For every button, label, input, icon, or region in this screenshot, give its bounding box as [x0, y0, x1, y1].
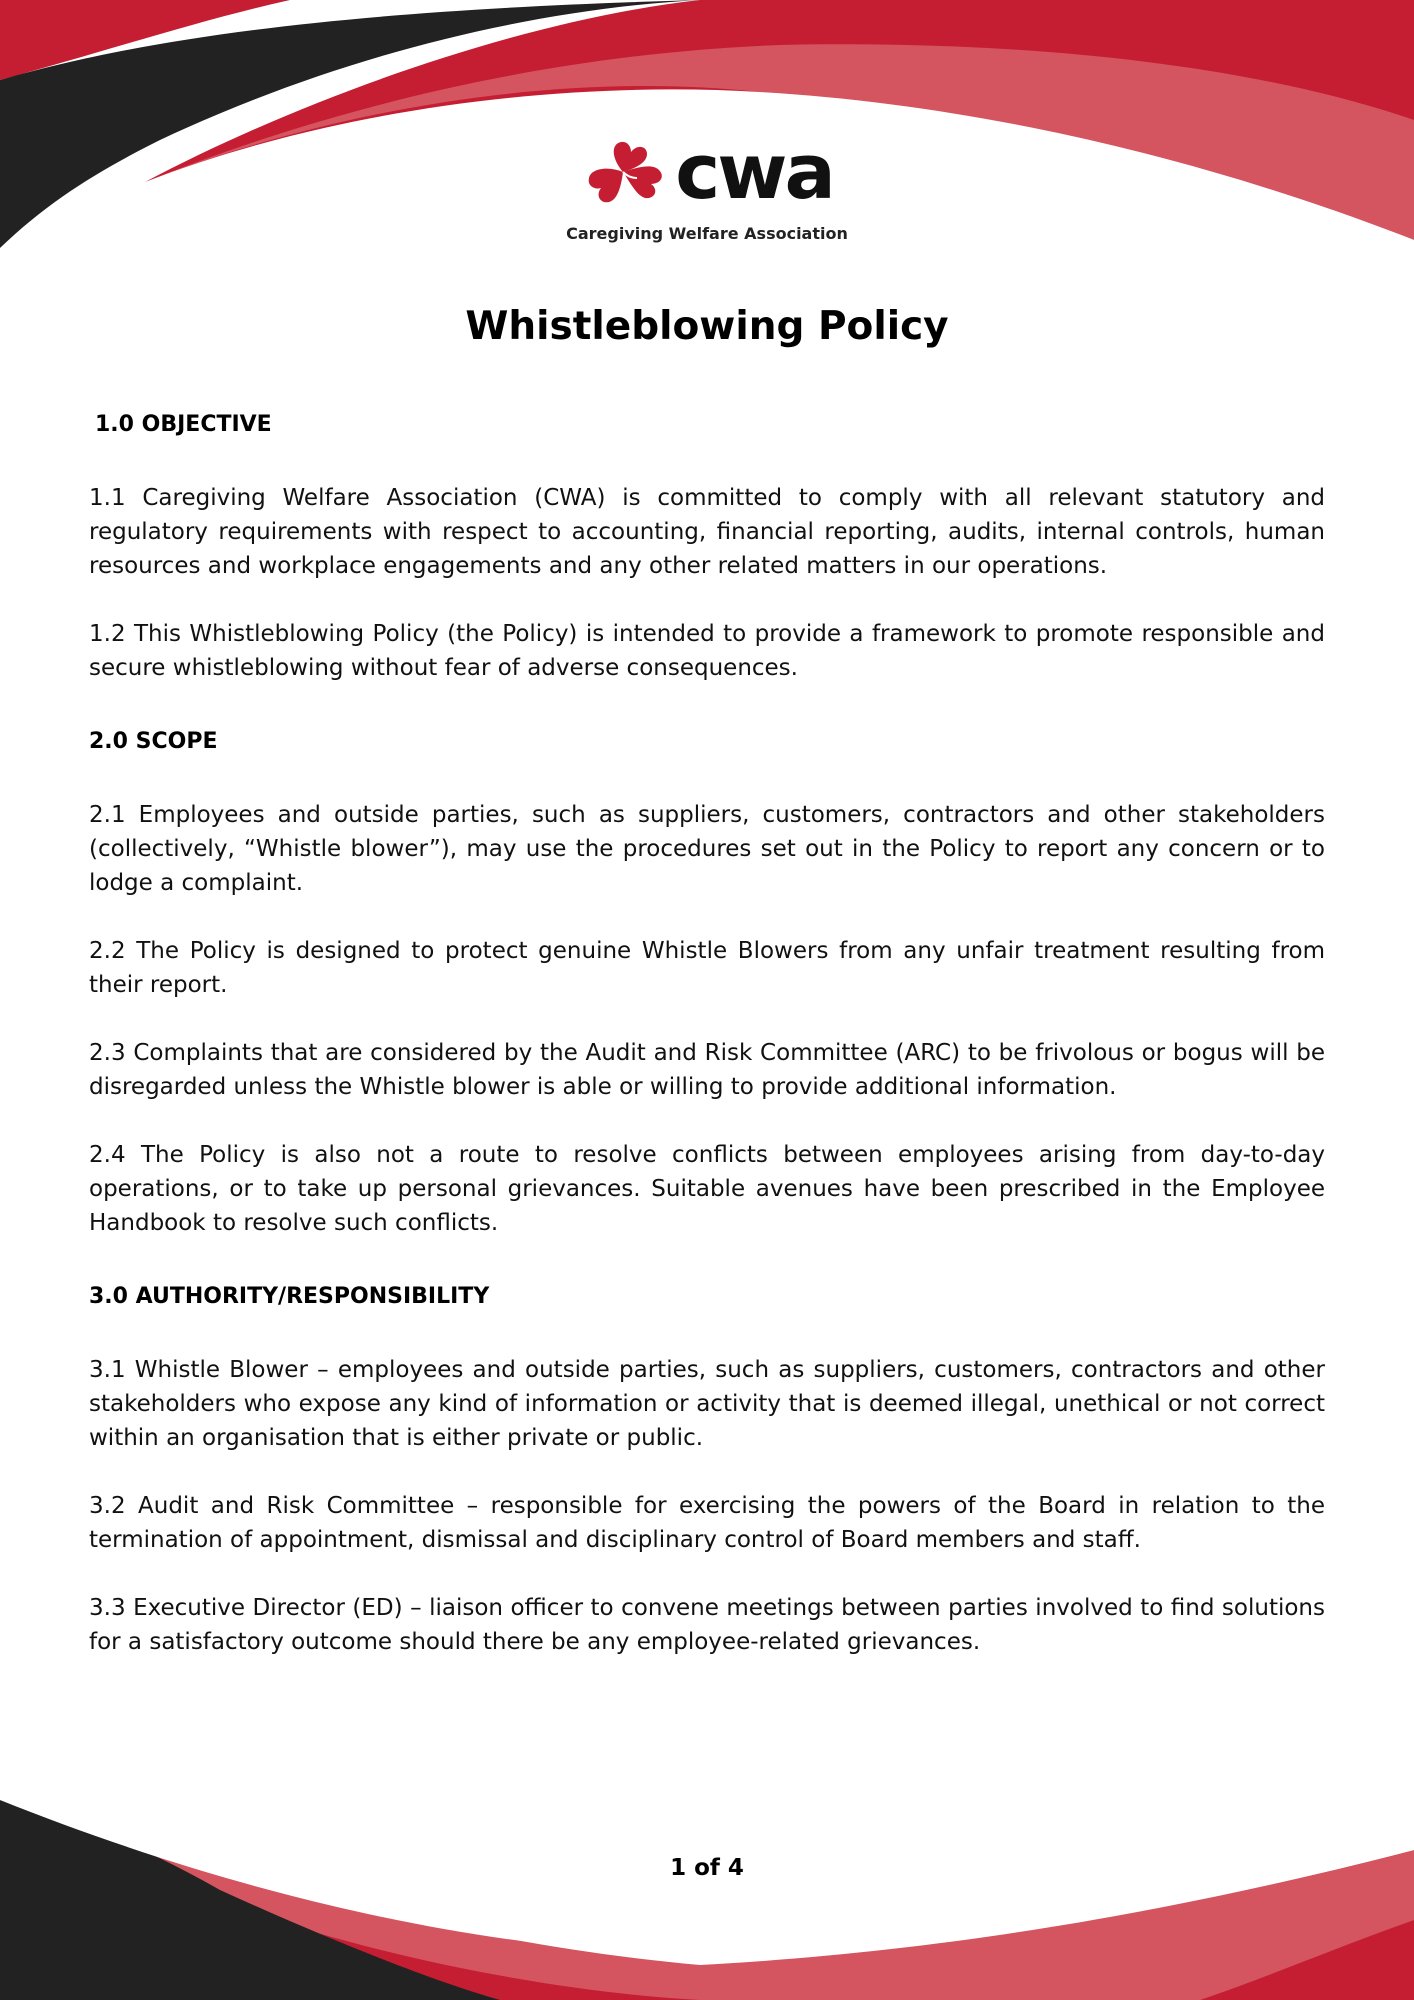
paragraph-3-2: 3.2 Audit and Risk Committee – responsible for exercising the powers of the Board in relation to the termination of appointment, dismissal and disciplinary control of Board members and staff. [89, 1493, 1325, 1553]
document-body [89, 402, 1325, 1693]
paragraph-2-2: 2.2 The Policy is designed to protect genuine Whistle Blowers from any unfair treatment resulting from their report. [89, 938, 1325, 998]
paragraph-2-3: 2.3 Complaints that are considered by the Audit and Risk Committee (ARC) to be frivolous or bogus will be disregarded unless the Whistle blower is able or willing to provide additional information. [89, 1040, 1325, 1100]
section-heading-objective: 1.0 OBJECTIVE [95, 412, 272, 437]
organization-name: Caregiving Welfare Association [566, 224, 848, 243]
paragraph-3-1: 3.1 Whistle Blower – employees and outside parties, such as suppliers, customers, contractors and other stakeholders who expose any kind of information or activity that is deemed illegal, unethical or not correct within an organisation that is either private or public. [89, 1357, 1325, 1451]
document-title: Whistleblowing Policy [465, 304, 949, 349]
logo-wordmark: cwa [675, 127, 833, 216]
paragraph-2-4: 2.4 The Policy is also not a route to resolve conflicts between employees arising from day-to-day operations, or to take up personal grievances. Suitable avenues have been prescribed in the Employee Handbook to resolve such conflicts. [89, 1142, 1325, 1236]
logo [0, 127, 1414, 243]
paragraph-3-3: 3.3 Executive Director (ED) – liaison officer to convene meetings between parties involved to find solutions for a satisfactory outcome should there be any employee-related grievances. [89, 1595, 1325, 1655]
paragraph-1-2: 1.2 This Whistleblowing Policy (the Policy) is intended to provide a framework to promote responsible and secure whistleblowing without fear of adverse consequences. [89, 621, 1325, 681]
paragraph-2-1: 2.1 Employees and outside parties, such as suppliers, customers, contractors and other stakeholders (collectively, “Whistle blower”), may use the procedures set out in the Policy to report any concern or to lodge a complaint. [89, 802, 1325, 896]
footer-swoosh-decoration [0, 1790, 1414, 2000]
page-number: 1 of 4 [670, 1855, 744, 1881]
section-heading-authority: 3.0 AUTHORITY/RESPONSIBILITY [89, 1284, 490, 1309]
section-heading-scope: 2.0 SCOPE [89, 729, 218, 754]
paragraph-1-1: 1.1 Caregiving Welfare Association (CWA) is committed to comply with all relevant statutory and regulatory requirements with respect to accounting, financial reporting, audits, internal controls, human resources and workplace engagements and any other related matters in our operations. [89, 485, 1325, 579]
clover-heart-logo-icon [581, 136, 665, 208]
